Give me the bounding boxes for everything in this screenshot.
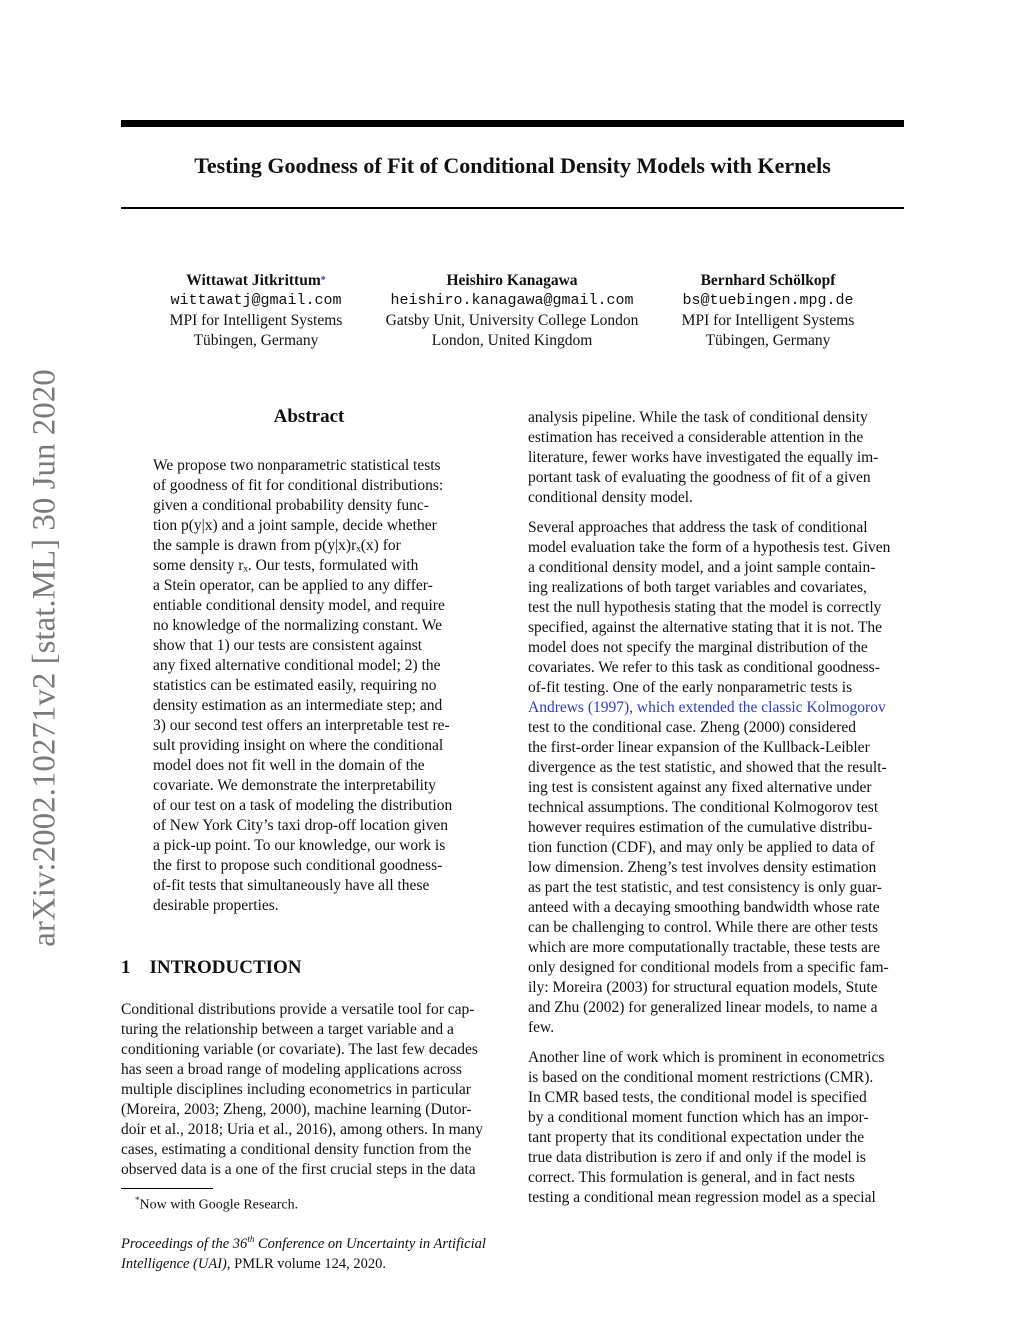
intro-line: doir et al., 2018; Uria et al., 2016), among others. In many	[121, 1121, 484, 1138]
author-affiliation: Gatsby Unit, University College London	[385, 312, 639, 329]
abstract-line: We propose two nonparametric statistical tests	[153, 457, 441, 474]
author-name: Bernhard Schölkopf	[700, 272, 836, 289]
body-line: true data distribution is zero if and only if the model is	[528, 1149, 866, 1166]
body-line: technical assumptions. The conditional Kolmogorov test	[528, 799, 879, 816]
abstract-line: of our test on a task of modeling the distribution	[153, 797, 453, 814]
body-line: test to the conditional case. Zheng (2000) considered	[528, 719, 856, 736]
top-rule-thick	[121, 120, 904, 127]
author-email[interactable]: wittawatj@gmail.com	[170, 292, 342, 309]
body-line: estimation has received a considerable attention in the	[528, 429, 864, 446]
abstract-line: model does not fit well in the domain of the	[153, 757, 425, 774]
author-name: Heishiro Kanagawa	[446, 272, 578, 289]
abstract-line: sult providing insight on where the conditional	[153, 737, 444, 754]
body-line: few.	[528, 1019, 555, 1036]
abstract-line: tion p(y|x) and a joint sample, decide whether	[153, 517, 437, 534]
body-line: of-fit testing. One of the early nonparametric tests is	[528, 679, 853, 696]
section-heading	[121, 956, 302, 980]
abstract-line: of goodness of fit for conditional distributions:	[153, 477, 444, 494]
abstract-line: show that 1) our tests are consistent against	[153, 637, 423, 654]
abstract-line: entiable conditional density model, and require	[153, 597, 445, 614]
abstract-line: a pick-up point. To our knowledge, our work is	[153, 837, 446, 854]
body-line: test the null hypothesis stating that the model is correctly	[528, 599, 882, 616]
author-name: Wittawat Jitkrittum	[186, 272, 321, 289]
right-paragraph-2	[528, 518, 904, 1038]
abstract-line: desirable properties.	[153, 897, 279, 914]
abstract-line: statistics can be estimated easily, requiring no	[153, 677, 437, 694]
body-line: only designed for conditional models from a specific fam-	[528, 959, 889, 976]
author-block	[658, 271, 878, 351]
footnote-text: Now with Google Research.	[139, 1197, 299, 1213]
right-paragraph-3	[528, 1048, 904, 1208]
intro-line: Conditional distributions provide a versatile tool for cap-	[121, 1001, 475, 1018]
body-line: covariates. We refer to this task as conditional goodness-	[528, 659, 880, 676]
body-line: divergence as the test statistic, and showed that the result-	[528, 759, 887, 776]
abstract-line: a Stein operator, can be applied to any differ-	[153, 577, 433, 594]
body-line: however requires estimation of the cumulative distribu-	[528, 819, 873, 836]
abstract-line: of New York City’s taxi drop-off location given	[153, 817, 449, 834]
body-line: portant task of evaluating the goodness of fit of a given	[528, 469, 871, 486]
intro-line: cases, estimating a conditional density function from the	[121, 1141, 472, 1158]
body-line: ily: Moreira (2003) for structural equation models, Stute	[528, 979, 878, 996]
intro-line: has seen a broad range of modeling applications across	[121, 1061, 462, 1078]
body-line: correct. This formulation is general, and in fact nests	[528, 1169, 855, 1186]
body-line: conditional density model.	[528, 489, 693, 506]
abstract-line: density estimation as an intermediate step; and	[153, 697, 443, 714]
body-line: can be challenging to control. While there are other tests	[528, 919, 879, 936]
body-line: Several approaches that address the task of conditional	[528, 519, 868, 536]
footnote-mark: *	[135, 1195, 140, 1205]
abstract-body	[153, 456, 464, 916]
body-line: ing test is consistent against any fixed alternative under	[528, 779, 872, 796]
footnote-rule	[121, 1188, 213, 1189]
body-line: model evaluation take the form of a hypothesis test. Given	[528, 539, 891, 556]
footnote-mark[interactable]: *	[320, 275, 326, 286]
footnote	[135, 1190, 298, 1216]
intro-line: (Moreira, 2003; Zheng, 2000), machine learning (Dutor-	[121, 1101, 472, 1118]
right-paragraph-1	[528, 408, 904, 508]
author-email[interactable]: bs@tuebingen.mpg.de	[682, 292, 854, 309]
body-line: a conditional density model, and a joint sample contain-	[528, 559, 876, 576]
body-line: as part the test statistic, and test consistency is only guar-	[528, 879, 882, 896]
body-line: low dimension. Zheng’s test involves density estimation	[528, 859, 877, 876]
body-line: by a conditional moment function which has an impor-	[528, 1109, 869, 1126]
abstract-line: any fixed alternative conditional model; 2) the	[153, 657, 441, 674]
intro-line: turing the relationship between a target variable and a	[121, 1021, 454, 1038]
body-line: tion function (CDF), and may only be applied to data of	[528, 839, 875, 856]
body-line: In CMR based tests, the conditional model is specified	[528, 1089, 867, 1106]
body-line: Another line of work which is prominent in econometrics	[528, 1049, 885, 1066]
body-line: tant property that its conditional expectation under the	[528, 1129, 865, 1146]
author-block	[362, 271, 662, 351]
intro-body	[121, 1000, 497, 1180]
intro-line: conditioning variable (or covariate). The last few decades	[121, 1041, 478, 1058]
section-number: 1	[121, 957, 131, 978]
author-email[interactable]: heishiro.kanagawa@gmail.com	[390, 292, 634, 309]
body-line: which are more computationally tractable, these tests are	[528, 939, 881, 956]
author-affiliation: MPI for Intelligent Systems	[681, 312, 855, 329]
author-location: Tübingen, Germany	[193, 332, 319, 349]
body-line: analysis pipeline. While the task of conditional density	[528, 409, 868, 426]
intro-line: observed data is a one of the first crucial steps in the data	[121, 1161, 476, 1178]
body-line: the first-order linear expansion of the Kullback-Leibler	[528, 739, 870, 756]
abstract-line: no knowledge of the normalizing constant. We	[153, 617, 443, 634]
paper-title: Testing Goodness of Fit of Conditional Density Models with Kernels	[194, 153, 831, 178]
body-line: literature, fewer works have investigated the equally im-	[528, 449, 879, 466]
proceedings-note: Proceedings of the 36th Conference on Uncertainty in Artificial Intelligence (UAI), PMLR volume 124, 2020.	[121, 1234, 486, 1272]
abstract-line: the first to propose such conditional goodness-	[153, 857, 443, 874]
abstract-line: the sample is drawn from p(y|x)rₓ(x) for	[153, 537, 401, 554]
body-line: specified, against the alternative stating that it is not. The	[528, 619, 882, 636]
abstract-line: of-fit tests that simultaneously have all these	[153, 877, 430, 894]
body-line: and Zhu (2002) for generalized linear models, to name a	[528, 999, 878, 1016]
author-location: London, United Kingdom	[431, 332, 593, 349]
abstract-line: some density rₓ. Our tests, formulated with	[153, 557, 419, 574]
abstract-line: given a conditional probability density func-	[153, 497, 429, 514]
body-line: model does not specify the marginal distribution of the	[528, 639, 868, 656]
body-line: anteed with a decaying smoothing bandwidth whose rate	[528, 899, 880, 916]
body-line: is based on the conditional moment restrictions (CMR).	[528, 1069, 874, 1086]
author-block	[146, 271, 366, 351]
intro-line: multiple disciplines including econometrics in particular	[121, 1081, 471, 1098]
abstract-line: 3) our second test offers an interpretable test re-	[153, 717, 450, 734]
section-title: INTRODUCTION	[149, 957, 302, 978]
body-line: ing realizations of both target variables and covariates,	[528, 579, 867, 596]
body-line: testing a conditional mean regression model as a special	[528, 1189, 876, 1206]
abstract-line: covariate. We demonstrate the interpretability	[153, 777, 436, 794]
abstract-heading: Abstract	[273, 406, 345, 427]
author-affiliation: MPI for Intelligent Systems	[169, 312, 343, 329]
title-rule	[121, 207, 904, 209]
citation-line[interactable]: Andrews (1997), which extended the classic Kolmogorov	[528, 699, 886, 716]
author-location: Tübingen, Germany	[705, 332, 831, 349]
